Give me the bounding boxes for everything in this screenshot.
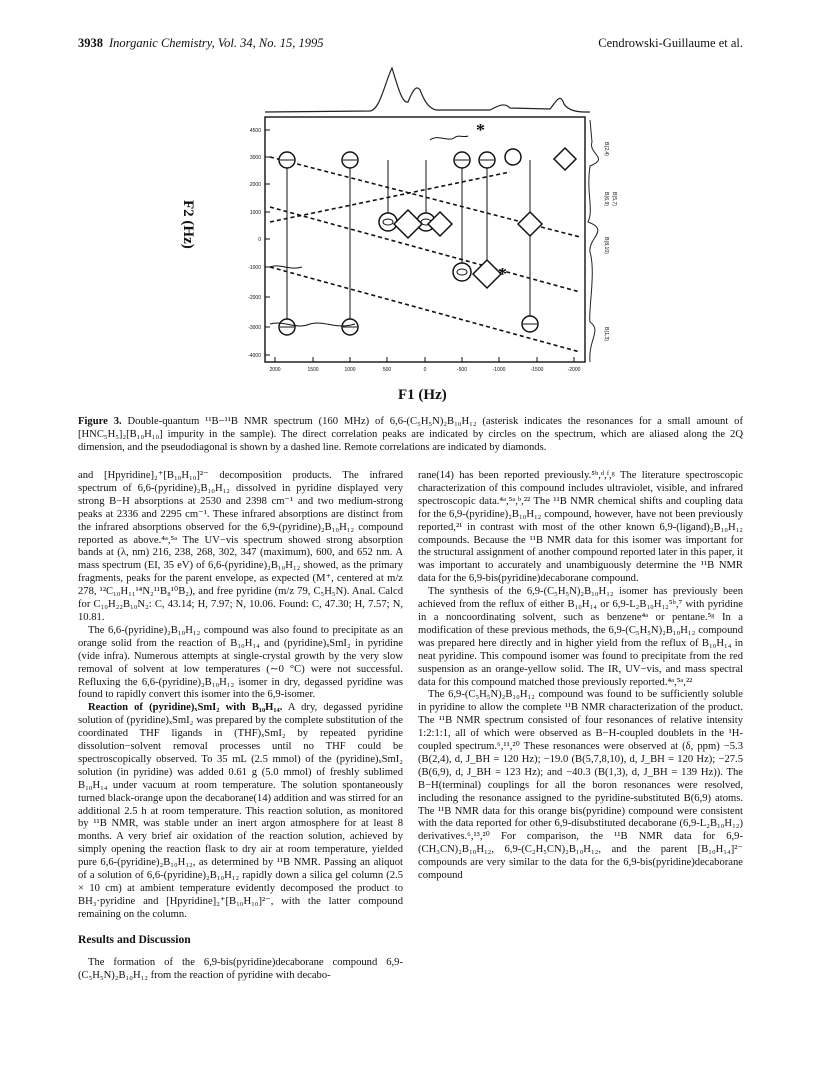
paragraph: The formation of the 6,9-bis(pyridine)decaborane compound 6,9-(C₅H₅N)₂B₁₀H₁₂ from the reaction of pyridine with decabo- — [78, 956, 403, 981]
right-label: B(6,9) — [603, 192, 609, 207]
diamond-marker — [518, 212, 542, 236]
projection-spectrum — [265, 68, 590, 112]
y-tick: 1000 — [249, 210, 261, 216]
right-label: B(1,3) — [603, 327, 609, 342]
y-tick: 0 — [258, 237, 261, 243]
diamond-marker — [473, 260, 501, 288]
x-tick: -1500 — [530, 367, 544, 373]
running-header — [78, 36, 743, 56]
x-axis-title: F1 (Hz) — [398, 387, 447, 403]
right-label: B(8,10) — [603, 237, 609, 255]
x-tick: 500 — [382, 367, 392, 373]
paragraph: The 6,6-(pyridine)₂B₁₀H₁₂ compound was also found to precipitate as an orange solid from the reaction of B₁₀H₁₄ and (pyridine)ₓSmI₂ in pyridine (vide infra). Numerous attempts at single-crystal growth by the very slow removal of solvent at low temperatures (∼0 °C) were not successful. Refluxing the 6,6-(pyridine)₂B₁₀H₁₂ isomer in dry, degassed pyridine was found to rapidly convert this isomer into the 6,9-isomer. — [78, 624, 403, 701]
y-tick: 3000 — [249, 155, 261, 161]
asterisk-marker: * — [476, 120, 485, 140]
paragraph: rane(14) has been reported previously.⁵ᵇ,ᵈ,ᶠ,ᵍ The literature spectroscopic characterization of this compound includes ultraviolet, visible, and infrared spectroscopic data.⁴ᵃ,⁵ᵃ,ᵇ,²² The ¹¹B NMR chemical shifts and coupling data for the 6,9-(pyridine)₂B₁₀H₁₂ compound, however, have not been previously reported,²¹ in contrast with most of the other known 6,9-(ligand)₂B₁₀H₁₂ compounds. Because the ¹¹B NMR data for this isomer was important for the structural assignment of another compound reported later in this paper, it was important to accurately and unambiguously determine the ¹¹B NMR data for the 6,9-bis(pyridine)decaborane compound. — [418, 470, 743, 585]
right-label: B(2,4) — [603, 142, 609, 157]
paragraph-text: A dry, degassed pyridine solution of (pyridine)ₓSmI₂ was prepared by the complete substitution of the coordinated THF ligands in (THF)ₓSmI₂ by repeated pyridine dissolution−solvent removal processes until no THF could be spectroscopically observed. To 35 mL (2.5 mmol) of the (pyridine)ₓSmI₂ solution (in pyridine) was added 0.61 g (5.0 mmol) of freshly sublimed B₁₀H₁₄ under vacuum at room temperature. The solution spontaneously turned black-orange upon the decaborane(14) addition and was stirred for an additional 2.5 h at room temperature. This reaction solution, as monitored by ¹¹B NMR, was stable under an inert argon atmosphere for at least 8 months. A very brief air oxidation of the reaction solution, achieved by simply opening the reaction flask to dry air at room temperature, yielded pure 6,6-(pyridine)₂B₁₀H₁₂, as determined by ¹¹B NMR. Passing an aliquot of a solution of 6,6-(pyridine)₂B₁₀H₁₂ rapidly down a silica gel column (2.5 × 10 cm) at ambient temperature evidently decomposed the product to BH₃·pyridine and [Hpyridine]₂⁺[B₁₀H₁₀]²⁻, with the latter compound remaining on the column. — [78, 702, 404, 920]
paragraph: and [Hpyridine]₂⁺[B₁₀H₁₀]²⁻ decomposition products. The infrared spectrum of 6,6-(pyridine)₂B₁₀H₁₂ dissolved in pyridine displayed very strong B−H absorptions at 2530 and 2398 cm⁻¹ and two medium-strong peaks at 2336 and 2295 cm⁻¹. These infrared absorptions are distinct from the infrared absorptions observed for the 6,9-(pyridine)₂B₁₀H₁₂ compound reported as above.⁴ᵃ,⁵ᵃ The UV−vis spectrum showed strong absorption bands at (λ, nm) 216, 238, 268, 302, 347 (maximum), 600, and 652 nm. A mass spectrum (EI, 35 eV) of 6,6-(pyridine)₂B₁₀H₁₂ showed, as the primary fragments, peaks for the parent envelope, as expected (M⁺, centered at m/z 278, ¹²C₁₀H₁₁¹⁴N₂¹¹B₈¹⁰B₂), and free pyridine (m/z 79, C₅H₅N). Anal. Calcd for C₁₀H₂₂B₁₀N₂: C, 43.14; H, 7.97; N, 10.06. Found: C, 47.30; H, 7.57; N, 10.81. — [78, 470, 403, 623]
right-column — [418, 470, 743, 883]
journal-citation: Inorganic Chemistry, Vol. 34, No. 15, 1995 — [109, 36, 324, 50]
y-tick: 2000 — [249, 182, 261, 188]
paragraph — [78, 702, 403, 921]
diamond-marker — [554, 148, 576, 170]
section-heading: Results and Discussion — [78, 932, 191, 946]
diamond-marker — [394, 210, 422, 238]
x-tick: -500 — [456, 367, 468, 373]
caption-text: Double-quantum ¹¹B−¹¹B NMR spectrum (160 MHz) of 6,6-(C₅H₅N)₂B₁₀H₁₂ (asterisk indicates the resonances for a small amount of [HNC₅H₅]₂[B₁₀H₁₀] impurity in the sample). The direct correlation peaks are indicated by circles on the spectrum, which are aliased along the 2Q dimension, and the pseudodiagonal is shown by a dashed line. Remote correlations are indicated by diamonds. — [78, 416, 743, 453]
y-tick: -4000 — [248, 353, 261, 359]
x-tick: 1500 — [307, 367, 319, 373]
x-tick: -2000 — [567, 367, 581, 373]
header-left — [78, 36, 323, 51]
x-tick: 2000 — [269, 367, 281, 373]
page-number: 3938 — [78, 36, 103, 50]
left-column — [78, 470, 403, 982]
f2-projection-spectrum — [588, 120, 599, 362]
asterisk-marker: * — [498, 264, 507, 284]
x-tick: 0 — [423, 367, 427, 373]
paragraph-heading: Reaction of (pyridine)ₓSmI₂ with B₁₀H₁₄. — [88, 702, 283, 714]
header-authors: Cendrowski-Guillaume et al. — [598, 36, 743, 50]
nmr-2d-figure — [190, 62, 630, 412]
y-tick: -1000 — [248, 265, 261, 271]
x-tick: -1000 — [492, 367, 506, 373]
figure-caption — [78, 415, 743, 454]
y-axis-title: F2 (Hz) — [180, 200, 196, 249]
caption-label: Figure 3. — [78, 416, 122, 427]
paragraph: The 6,9-(C₅H₅N)₂B₁₀H₁₂ compound was found to be sufficiently soluble in pyridine to allow the complete ¹¹B NMR characterization of the product. The ¹¹B NMR spectrum consisted of four resonances of relative intensity 1:2:1:1, all of which were observed as B−H-coupled doublets in the ¹H-coupled spectrum.⁶,¹¹,²⁰ These resonances were observed at (δ, ppm) −5.3 (B(2,4), d, J_BH = 120 Hz); −19.0 (B(5,7,8,10), d, J_BH = 120 Hz); −27.5 (B(6,9), d, J_BH = 123 Hz); and −40.3 (B(1,3), d, J_BH = 139 Hz)). The B−H(terminal) couplings for all the boron resonances were resolved, including the resonance assigned to the pyridine-substituted B(6,9) atoms. The ¹¹B NMR data for this orange bis(pyridine) compound were consistent with the data reported for other 6,9-disubstituted decaborane (6,9-L₂B₁₀H₁₂) derivatives.⁶,¹³,²⁰ For comparison, the ¹¹B NMR data for 6,9-(CH₃CN)₂B₁₀H₁₂, 6,9-(C₂H₅CN)₂B₁₀H₁₂, and the parent [B₁₀H₁₄]²⁻ compounds are very similar to the data for the 6,9-bis(pyridine)decaborane compound — [418, 689, 743, 882]
x-tick: 1000 — [344, 367, 356, 373]
y-tick: 4500 — [249, 128, 261, 134]
y-tick: -2000 — [248, 295, 261, 301]
paragraph: The synthesis of the 6,9-(C₅H₅N)₂B₁₀H₁₂ isomer has previously been achieved from the reflux of either B₁₀H₁₄ or 6,9-L₂B₁₀H₁₂⁵ᵇ,⁷ with pyridine in a noncoordinating solvent, such as benzene⁴ᵃ or pentane.⁵ᵍ In a modification of these previous methods, the 6,9-(C₅H₅N)₂B₁₀H₁₂ compound was prepared here directly and in higher yield from the reflux of B₁₀H₁₄ in neat pyridine. This compound isomer was found to precipitate from the red suspension as an orange-yellow solid. The IR, UV−vis, and mass spectral data for this compound matched those previously reported.⁴ᵃ,⁵ᵃ,²² — [418, 586, 743, 688]
y-tick: -3000 — [248, 325, 261, 331]
right-label: B(5,7) — [611, 192, 617, 207]
